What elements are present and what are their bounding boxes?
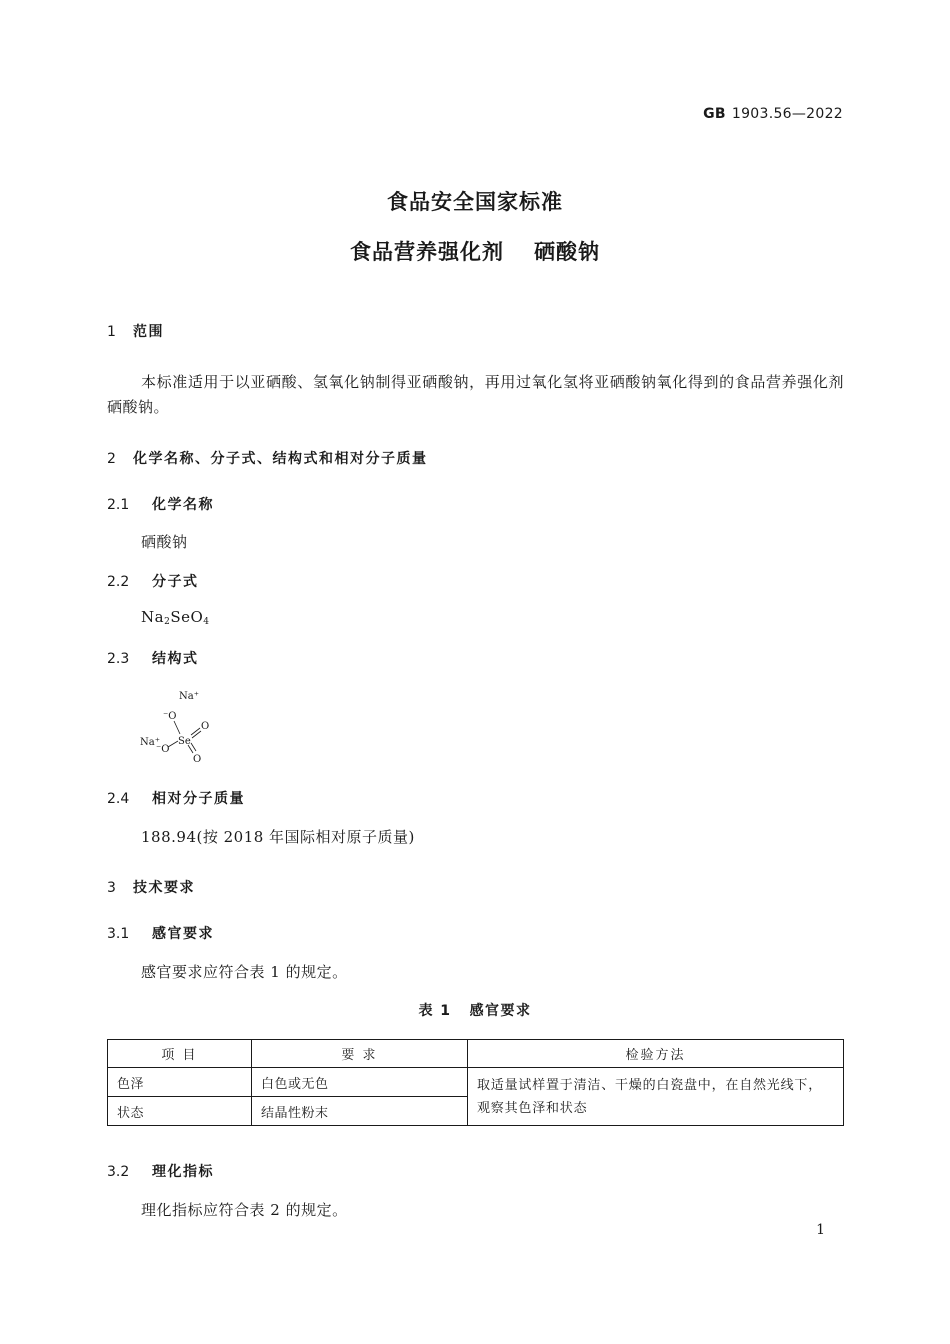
- formula-subscript: 2: [164, 617, 171, 627]
- subsection-heading-structure: [107, 648, 199, 668]
- section-title: 技术要求: [133, 880, 195, 896]
- table-row: [108, 1068, 844, 1097]
- formula-subscript: 4: [203, 617, 210, 627]
- oxygen-bottom: O: [193, 754, 202, 765]
- oxygen-anion-left: ⁻O: [156, 744, 170, 755]
- header-requirement: 要 求: [252, 1040, 468, 1068]
- sodium-ion-top: Na⁺: [179, 691, 199, 702]
- sub-title-substance: 硒酸钠: [534, 240, 600, 264]
- formula-part: Na: [141, 608, 165, 626]
- section-number: 2.1: [107, 497, 130, 513]
- section-heading-technical: [107, 877, 195, 897]
- section-title: 相对分子质量: [152, 791, 245, 807]
- bond-left: [168, 741, 178, 747]
- section-number: 3.2: [107, 1164, 130, 1180]
- subsection-heading-formula: [107, 571, 199, 591]
- section-heading-scope: [107, 321, 164, 341]
- standard-code: [703, 106, 843, 122]
- selenium-atom: Se: [178, 736, 191, 747]
- section-number: 2.2: [107, 574, 130, 590]
- section-title: 化学名称: [152, 497, 214, 513]
- subsection-heading-mass: [107, 788, 245, 808]
- table-header-row: [108, 1040, 844, 1068]
- cell-requirement: 结晶性粉末: [252, 1097, 468, 1126]
- subsection-heading-name: [107, 494, 214, 514]
- double-bond-right-a: [191, 728, 200, 735]
- section-title: 范围: [133, 324, 164, 340]
- header-item: 项 目: [108, 1040, 252, 1068]
- table-title: 感官要求: [469, 1003, 532, 1019]
- section-title: 结构式: [152, 651, 199, 667]
- main-title: 食品安全国家标准: [387, 190, 563, 214]
- sensory-table: [107, 1039, 844, 1126]
- oxygen-right: O: [201, 721, 210, 732]
- double-bond-bottom-b: [191, 743, 196, 751]
- standard-number: 1903.56—2022: [731, 106, 843, 122]
- bond-top: [174, 721, 180, 734]
- cell-requirement: 白色或无色: [252, 1068, 468, 1097]
- molecular-mass: 188.94(按 2018 年国际相对原子质量): [141, 828, 415, 846]
- physicochemical-intro: 理化指标应符合表 2 的规定。: [141, 1201, 348, 1219]
- oxygen-anion-top: ⁻O: [163, 711, 177, 722]
- cell-method: 取适量试样置于清洁、干燥的白瓷盘中，在自然光线下，观察其色泽和状态: [468, 1068, 844, 1126]
- sodium-ion-left: Na⁺: [140, 737, 160, 748]
- subsection-heading-sensory: [107, 923, 214, 943]
- table-caption: [0, 1000, 950, 1020]
- table-number: 表 1: [418, 1003, 452, 1019]
- section-heading-chemistry: [107, 448, 428, 468]
- header-method: 检验方法: [468, 1040, 844, 1068]
- chemical-name: 硒酸钠: [141, 533, 188, 551]
- molecular-formula: [141, 608, 210, 627]
- formula-part: SeO: [170, 608, 204, 626]
- cell-item: 色泽: [108, 1068, 252, 1097]
- section-number: 1: [107, 324, 116, 340]
- section-title: 化学名称、分子式、结构式和相对分子质量: [133, 451, 428, 467]
- section-number: 3.1: [107, 926, 130, 942]
- standard-prefix: GB: [703, 106, 726, 122]
- section-number: 2.4: [107, 791, 130, 807]
- page-number: 1: [816, 1222, 825, 1238]
- double-bond-right-b: [192, 731, 201, 738]
- sensory-intro: 感官要求应符合表 1 的规定。: [141, 963, 348, 981]
- section-number: 2.3: [107, 651, 130, 667]
- cell-item: 状态: [108, 1097, 252, 1126]
- sub-title: [0, 236, 950, 266]
- section-title: 感官要求: [152, 926, 214, 942]
- section-title: 分子式: [152, 574, 199, 590]
- section-title: 理化指标: [152, 1164, 214, 1180]
- scope-paragraph: 本标准适用于以亚硒酸、氢氧化钠制得亚硒酸钠，再用过氧化氢将亚硒酸钠氧化得到的食品营养强化剂硒酸钠。: [107, 373, 844, 416]
- subsection-heading-physicochemical: [107, 1161, 214, 1181]
- section-number: 3: [107, 880, 116, 896]
- section-number: 2: [107, 451, 116, 467]
- structural-formula: [135, 686, 225, 766]
- sub-title-category: 食品营养强化剂: [350, 240, 504, 264]
